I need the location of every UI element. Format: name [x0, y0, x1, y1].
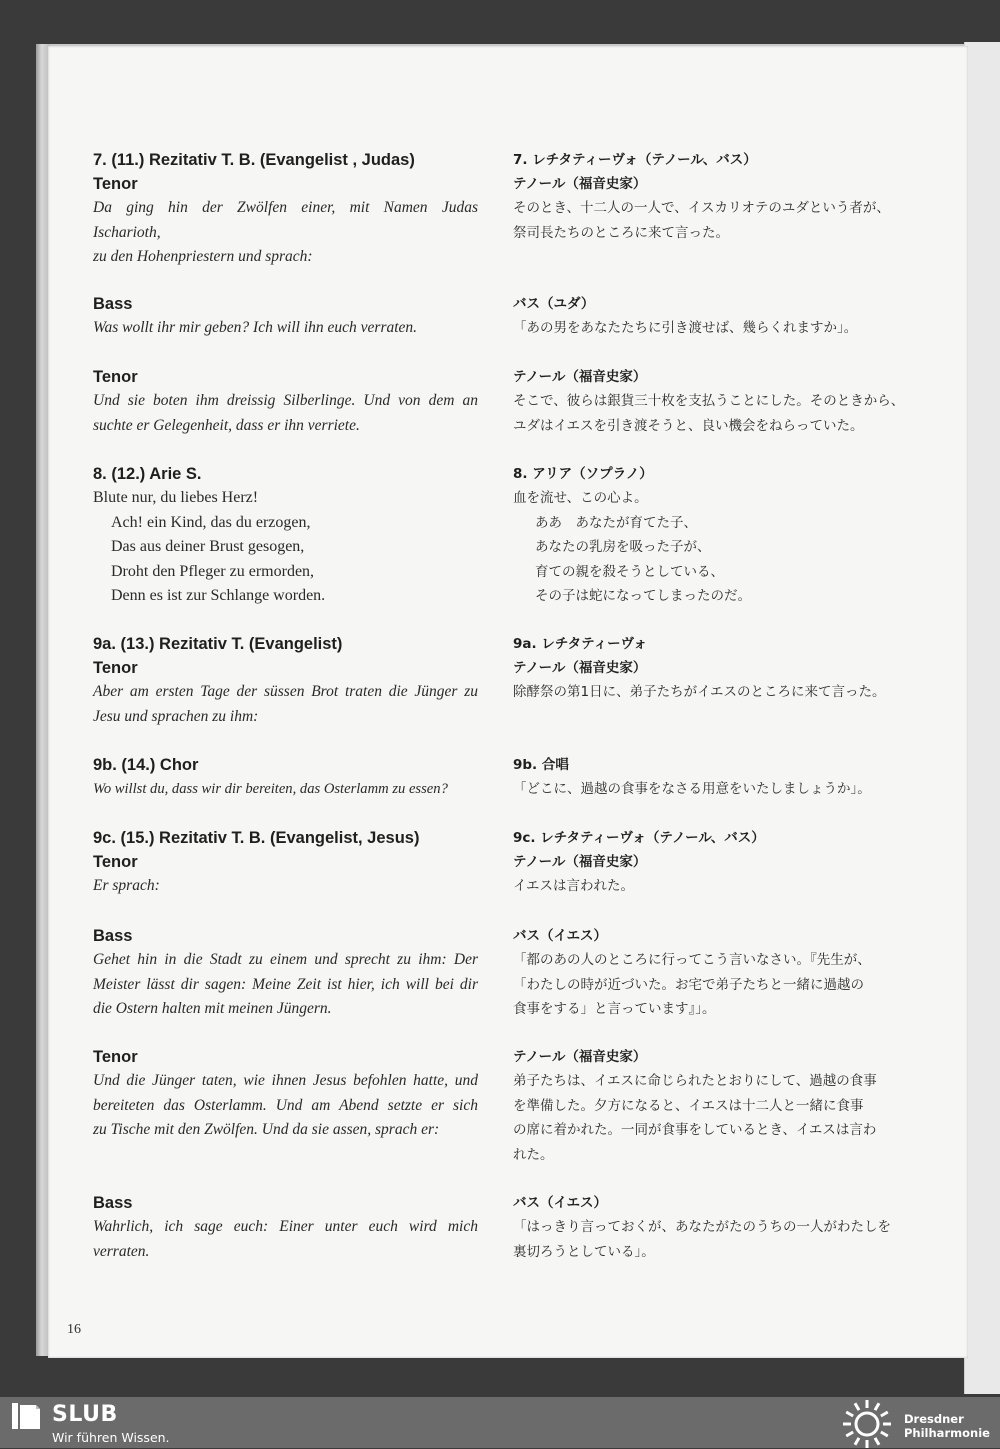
philharmonie-name-line1[interactable]: Dresdner	[904, 1412, 964, 1426]
lyric-line: れた。	[513, 1146, 554, 1163]
lyric-line: verraten.	[93, 1242, 150, 1260]
slub-logo-icon	[12, 1403, 40, 1429]
lyric-line: Und die Jünger taten, wie ihnen Jesus befohlen hatte, und	[93, 1072, 478, 1089]
lyric-line: 除酵祭の第1日に、弟子たちがイエスのところに来て言った。	[513, 684, 886, 700]
lyric-line: Ischarioth,	[93, 223, 161, 241]
section-heading: 8. アリア（ソプラノ）	[513, 466, 653, 482]
lyric-line: Was wollt ihr mir geben? Ich will ihn euch verraten.	[93, 319, 418, 336]
philharmonie-sun-icon	[842, 1399, 892, 1449]
de-section-9a	[93, 632, 478, 729]
voice-label: テノール（福音史家）	[513, 1049, 647, 1065]
lyric-line: Aber am ersten Tage der süssen Brot traten die Jünger zu	[93, 683, 478, 700]
voice-label: Bass	[93, 927, 133, 945]
lyric-line: Gehet hin in die Stadt zu einem und sprecht zu ihm: Der	[93, 951, 478, 968]
section-heading: 9a. (13.) Rezitativ T. (Evangelist)	[93, 635, 343, 653]
voice-label: テノール（福音史家）	[513, 660, 647, 676]
lyric-text	[93, 948, 478, 1022]
footer-bar	[0, 1397, 1000, 1448]
lyric-line: Wo willst du, dass wir dir bereiten, das Osterlamm zu essen?	[93, 781, 448, 797]
voice-label: Bass	[93, 295, 133, 313]
section-heading: 9a. レチタティーヴォ	[513, 636, 648, 652]
booklet-page	[48, 46, 968, 1358]
ja-section-7-bass	[513, 292, 923, 341]
ja-section-8	[513, 462, 923, 609]
de-section-9c-tenor	[93, 1045, 478, 1143]
lyric-text	[93, 1215, 478, 1264]
ja-section-9c-bass	[513, 924, 923, 1022]
voice-label: バス（イエス）	[513, 928, 607, 944]
de-section-7	[93, 148, 478, 270]
lyric-line: そこで、彼らは銀貨三十枚を支払うことにした。そのときから、	[513, 393, 905, 409]
lyric-line: あなたの乳房を吸った子が、	[535, 539, 711, 555]
lyric-line: 食事をする」と言っています』」。	[513, 1001, 716, 1017]
voice-label: Tenor	[93, 368, 138, 386]
ja-section-7-tenor	[513, 365, 923, 438]
voice-label: Bass	[93, 1194, 133, 1212]
section-heading: 8. (12.) Arie S.	[93, 465, 202, 483]
voice-label: Tenor	[93, 1048, 138, 1066]
lyric-line: Ach! ein Kind, das du erzogen,	[111, 513, 311, 531]
lyric-line: の席に着かれた。一同が食事をしているとき、イエスは言わ	[513, 1122, 877, 1138]
lyric-text	[93, 196, 478, 270]
voice-label: テノール（福音史家）	[513, 854, 647, 870]
voice-label: Tenor	[93, 853, 138, 871]
ja-section-9c-tenor	[513, 1045, 923, 1167]
lyric-line: を準備した。夕方になると、イエスは十二人と一緒に食事	[513, 1097, 864, 1114]
lyric-line: 「あの男をあなたたちに引き渡せば、幾らくれますか」。	[513, 320, 858, 336]
lyric-line: 「都のあの人のところに行ってこう言いなさい。『先生が、	[513, 952, 871, 968]
lyric-line: Wahrlich, ich sage euch: Einer unter euch wird mich	[93, 1218, 478, 1235]
ja-section-9c	[513, 826, 923, 899]
lyric-line: Und sie boten ihm dreissig Silberlinge. Und von dem an	[93, 392, 478, 409]
facing-page-edge	[964, 42, 1000, 1394]
lyric-line: Blute nur, du liebes Herz!	[93, 489, 259, 506]
lyric-line: 育ての親を殺そうとしている、	[535, 563, 724, 580]
lyric-line: イエスは言われた。	[513, 878, 634, 894]
lyric-line: 「はっきり言っておくが、あなたがたのうちの一人がわたしを	[513, 1219, 891, 1235]
lyric-line: Denn es ist zur Schlange worden.	[111, 587, 326, 604]
lyric-line: 裏切ろうとしている」。	[513, 1243, 655, 1260]
aria-text	[93, 486, 478, 609]
voice-label: Tenor	[93, 175, 138, 193]
philharmonie-name-line2[interactable]: Philharmonie	[904, 1426, 990, 1440]
lyric-line: 祭司長たちのところに来て言った。	[513, 224, 729, 241]
section-heading: 9c. レチタティーヴォ（テノール、バス）	[513, 830, 765, 846]
lyric-text	[93, 680, 478, 729]
lyric-text	[93, 1069, 478, 1143]
lyric-line: 血を流せ、この心よ。	[513, 490, 648, 506]
slub-name[interactable]: SLUB	[52, 1402, 118, 1427]
lyric-line: 「どこに、過越の食事をなさる用意をいたしましょうか」。	[513, 781, 871, 797]
lyric-line: 弟子たちは、イエスに命じられたとおりにして、過越の食事	[513, 1073, 877, 1089]
section-heading: 7. レチタティーヴォ（テノール、バス）	[513, 152, 757, 168]
lyric-text	[93, 316, 478, 341]
section-heading: 9c. (15.) Rezitativ T. B. (Evangelist, Jesus)	[93, 829, 420, 847]
lyric-line: die Ostern halten mit meinen Jüngern.	[93, 1000, 332, 1017]
de-section-9b	[93, 753, 478, 802]
lyric-line: ああ あなたが育てた子、	[535, 514, 697, 531]
section-heading: 9b. 合唱	[513, 757, 569, 773]
de-section-7-tenor	[93, 365, 478, 438]
ja-section-9c-bass-2	[513, 1191, 923, 1264]
de-section-9c-bass-2	[93, 1191, 478, 1264]
voice-label: Tenor	[93, 659, 138, 677]
page-number: 16	[67, 1322, 81, 1337]
lyric-line: zu den Hohenpriestern und sprach:	[93, 248, 313, 265]
lyric-line: bereiteten das Osterlamm. Und am Abend setzte er sich	[93, 1096, 478, 1114]
de-section-8	[93, 462, 478, 609]
slub-tagline: Wir führen Wissen.	[52, 1430, 170, 1445]
lyric-line: Er sprach:	[93, 877, 160, 894]
lyric-line: Das aus deiner Brust gesogen,	[111, 538, 305, 555]
ja-section-9b	[513, 753, 923, 802]
lyric-line: Droht den Pfleger zu ermorden,	[111, 562, 315, 580]
lyric-line: ユダはイエスを引き渡そうと、良い機会をねらっていた。	[513, 417, 864, 434]
lyric-text	[93, 874, 478, 899]
de-section-9c	[93, 826, 478, 899]
lyric-line: Meister lässt dir sagen: Meine Zeit ist hier, ich will bei dir	[93, 975, 478, 993]
ja-section-7	[513, 148, 923, 245]
lyric-line: 「わたしの時が近づいた。お宅で弟子たちと一緒に過越の	[513, 976, 864, 993]
lyric-line: Da ging hin der Zwölfen einer, mit Namen Judas	[93, 199, 478, 216]
voice-label: バス（ユダ）	[513, 296, 595, 312]
section-heading: 7. (11.) Rezitativ T. B. (Evangelist , Judas)	[93, 151, 415, 169]
de-section-7-bass	[93, 292, 478, 341]
voice-label: テノール（福音史家）	[513, 369, 647, 385]
lyric-line: Jesu und sprachen zu ihm:	[93, 707, 259, 725]
lyric-line: zu Tische mit den Zwölfen. Und da sie assen, sprach er:	[93, 1121, 440, 1138]
lyric-line: そのとき、十二人の一人で、イスカリオテのユダという者が、	[513, 200, 890, 216]
section-heading: 9b. (14.) Chor	[93, 756, 199, 774]
de-section-9c-bass	[93, 924, 478, 1022]
lyric-line: その子は蛇になってしまったのだ。	[535, 588, 751, 604]
voice-label: テノール（福音史家）	[513, 176, 647, 192]
ja-section-9a	[513, 632, 923, 705]
lyric-text	[93, 777, 478, 802]
lyric-text	[93, 389, 478, 438]
lyric-line: suchte er Gelegenheit, dass er ihn verriete.	[93, 416, 360, 434]
voice-label: バス（イエス）	[513, 1195, 607, 1211]
